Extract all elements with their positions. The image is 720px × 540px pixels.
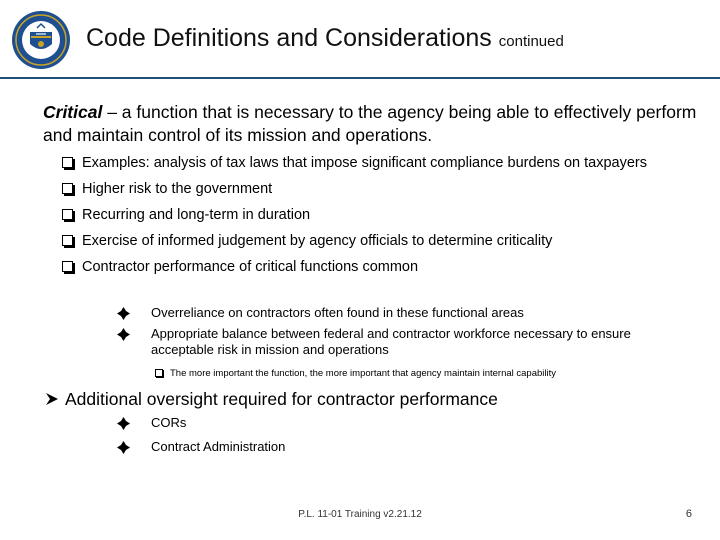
oversight-list bbox=[117, 415, 517, 463]
checkbox-bullet-icon bbox=[62, 183, 73, 194]
list-item: Appropriate balance between federal and contractor workforce necessary to ensure acceptable risk in mission and operations bbox=[117, 326, 657, 358]
sub-sub-bullet-list bbox=[155, 367, 675, 380]
title-divider bbox=[0, 77, 720, 79]
list-item: Higher risk to the government bbox=[62, 180, 682, 199]
treasury-seal-icon bbox=[11, 10, 71, 70]
slide-title bbox=[86, 24, 564, 53]
page-number: 6 bbox=[685, 508, 692, 520]
title-main: Code Definitions and Considerations bbox=[86, 24, 492, 52]
definition-paragraph bbox=[43, 101, 703, 147]
diamond-bullet-icon bbox=[117, 307, 130, 320]
checkbox-bullet-icon bbox=[155, 369, 163, 377]
diamond-bullet-icon bbox=[117, 328, 130, 341]
list-item: CORs bbox=[117, 415, 517, 431]
title-suffix: continued bbox=[498, 33, 564, 50]
oversight-heading: Additional oversight required for contractor performance bbox=[45, 388, 665, 411]
list-item: Recurring and long-term in duration bbox=[62, 206, 682, 225]
list-item: Examples: analysis of tax laws that impose significant compliance burdens on taxpayers bbox=[62, 154, 682, 173]
footer-text: P.L. 11-01 Training v2.21.12 bbox=[298, 509, 422, 520]
checkbox-bullet-icon bbox=[62, 235, 73, 246]
checkbox-bullet-icon bbox=[62, 157, 73, 168]
list-item: Contract Administration bbox=[117, 439, 517, 455]
checkbox-bullet-icon bbox=[62, 209, 73, 220]
sub-bullet-list bbox=[117, 305, 657, 363]
list-item: Contractor performance of critical functions common bbox=[62, 258, 682, 277]
checkbox-bullet-icon bbox=[62, 261, 73, 272]
list-item: Overreliance on contractors often found in these functional areas bbox=[117, 305, 657, 321]
definition-text: – a function that is necessary to the agency being able to effectively perform and maintain control of its mission and operations. bbox=[43, 102, 697, 145]
list-item: The more important the function, the more important that agency maintain internal capability bbox=[155, 367, 675, 380]
diamond-bullet-icon bbox=[117, 441, 130, 454]
list-item: Exercise of informed judgement by agency officials to determine criticality bbox=[62, 232, 682, 251]
bullet-list bbox=[62, 154, 682, 277]
arrow-bullet-icon bbox=[45, 392, 59, 406]
definition-term: Critical bbox=[43, 102, 103, 122]
diamond-bullet-icon bbox=[117, 417, 130, 430]
